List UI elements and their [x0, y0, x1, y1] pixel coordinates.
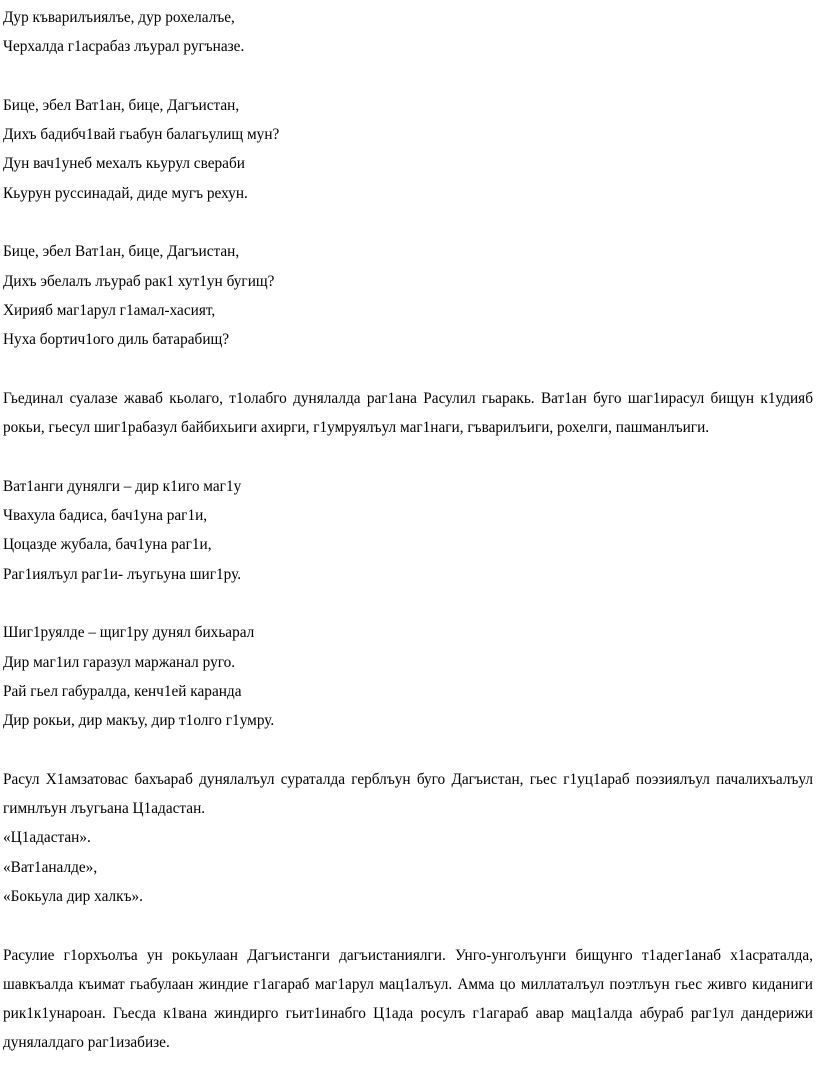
stanza-2 — [3, 91, 814, 208]
verse-line: Раг1иялъул раг1и- лъугьуна шиг1ру. — [3, 565, 242, 583]
blank-line — [3, 208, 814, 237]
verse-line: Ват1анги дунялги – дир к1иго маг1у — [3, 477, 242, 495]
blank-line — [3, 911, 814, 940]
verse-line: Дихъ бадибч1вай гьабун балагьулищ мун? — [3, 126, 280, 144]
stanza-3 — [3, 237, 814, 354]
verse-line: Бице, эбел Ват1ан, бице, Дагъистан, — [3, 243, 240, 261]
stanza-4 — [3, 472, 814, 589]
stanza-5 — [3, 618, 814, 735]
verse-line: Цоцазде жубала, бач1уна раг1и, — [3, 536, 212, 554]
verse-line: Рай гьел габуралда, кенч1ей каранда — [3, 682, 242, 700]
blank-line — [3, 355, 814, 384]
verse-line: Чвахула бадиса, бач1уна раг1и, — [3, 507, 208, 525]
poem-title: «Ц1адастан». — [3, 829, 91, 847]
verse-line: Дир маг1ил гаразул маржанал руго. — [3, 653, 236, 671]
blank-line — [3, 589, 814, 618]
prose-paragraph-3: Расулие г1орхъолъа ун рокьулаан Дагъистанги дагъистаниялги. Унго-унголъунги бищунго т1адег1анаб х1асраталда, шавкъалда къимат гьабулаан жиндие г1агараб маг1арул мац1алъул. Амма цо миллаталъул поэтлъун гьес живго киданиги рик1к1унароан. Гьеcда к1вана жиндирго гьит1инабго Ц1ада росулъ г1агараб авар мац1алда абураб раг1ул дандерижи дунялалдаго раг1изабизе. — [3, 946, 813, 1052]
verse-line: Дир рокьи, дир макъу, дир т1олго г1умру. — [3, 712, 275, 730]
verse-line: Нуха бортич1ого диль батарабищ? — [3, 331, 230, 349]
verse-line: Дур къварилъиялъе, дур рохелалъе, — [3, 9, 235, 26]
poem-titles-list — [3, 823, 814, 911]
blank-line — [3, 735, 814, 764]
prose-paragraph-1: Гьединал суалазе жаваб кьолаго, т1олабго дунялалда раг1ана Расулил гьаракь. Ват1ан буго шаг1ирасул бищун к1удияб рокьи, гьесул шиг1рабазул байбихьиги ахирги, г1умруялъул маг1наги, гъварилъиги, рохелги, пашманлъиги. — [3, 389, 813, 437]
stanza-1 — [3, 3, 814, 62]
verse-line: Кьурун руссинадай, диде мугъ рехун. — [3, 184, 248, 202]
poem-title: «Ват1аналде», — [3, 858, 98, 876]
verse-line: Шиг1руялде – щиг1ру дунял бихьарал — [3, 624, 255, 642]
verse-line: Хирияб маг1арул г1амал-хасият, — [3, 301, 216, 319]
blank-line — [3, 62, 814, 91]
verse-line: Бице, эбел Ват1ан, бице, Дагъистан, — [3, 96, 240, 114]
verse-line: Дун вач1унеб мехалъ кьурул свераби — [3, 155, 245, 173]
blank-line — [3, 442, 814, 471]
verse-line: Черхалда г1асрабаз лъурал ругъназе. — [3, 38, 245, 56]
verse-line: Дихъ эбелалъ лъураб рак1 хут1ун бугищ? — [3, 272, 275, 290]
prose-paragraph-2: Расул Х1амзатовас бахъараб дунялалъул сураталда герблъун буго Дагъистан, гьес г1уц1араб поэзиялъул пачалихъалъул гимнлъун лъугьана Ц1адастан. — [3, 770, 813, 818]
poem-title: «Бокьула дир халкъ». — [3, 887, 143, 905]
